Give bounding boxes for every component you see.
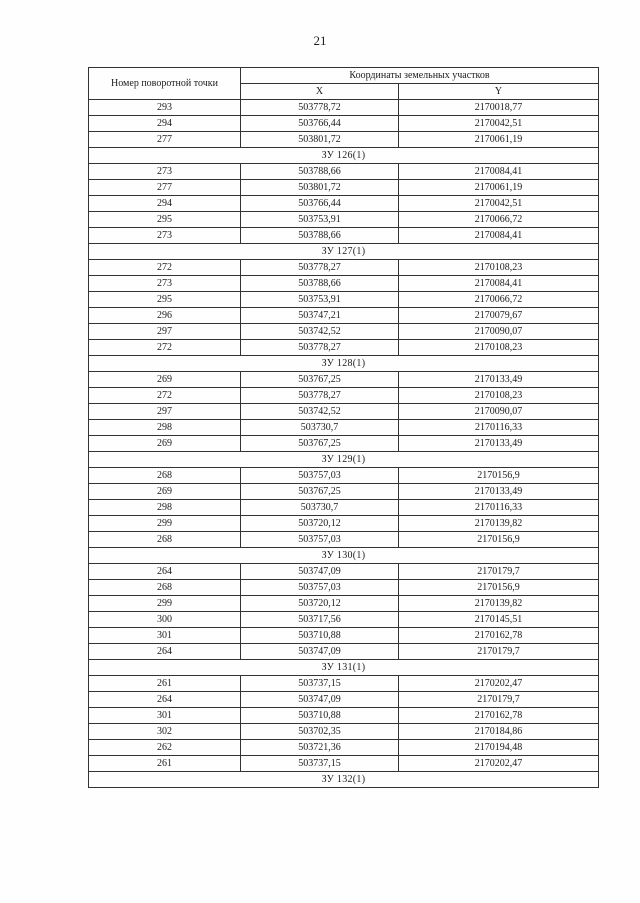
section-label: ЗУ 130(1) [89, 548, 599, 564]
x-coordinate-cell: 503721,36 [241, 740, 399, 756]
section-row [89, 244, 599, 260]
y-coordinate-cell: 2170202,47 [399, 756, 599, 772]
y-coordinate-cell: 2170194,48 [399, 740, 599, 756]
section-row [89, 452, 599, 468]
table-row [89, 308, 599, 324]
x-coordinate-cell: 503710,88 [241, 628, 399, 644]
y-coordinate-cell: 2170084,41 [399, 228, 599, 244]
x-coordinate-cell: 503778,27 [241, 388, 399, 404]
header-x: X [241, 84, 399, 100]
table-row [89, 228, 599, 244]
y-coordinate-cell: 2170061,19 [399, 180, 599, 196]
point-number-cell: 277 [89, 180, 241, 196]
table-row [89, 404, 599, 420]
y-coordinate-cell: 2170162,78 [399, 628, 599, 644]
x-coordinate-cell: 503788,66 [241, 164, 399, 180]
x-coordinate-cell: 503801,72 [241, 180, 399, 196]
point-number-cell: 268 [89, 580, 241, 596]
table-row [89, 756, 599, 772]
point-number-cell: 297 [89, 404, 241, 420]
x-coordinate-cell: 503742,52 [241, 324, 399, 340]
point-number-cell: 299 [89, 516, 241, 532]
point-number-cell: 262 [89, 740, 241, 756]
x-coordinate-cell: 503720,12 [241, 596, 399, 612]
x-coordinate-cell: 503801,72 [241, 132, 399, 148]
point-number-cell: 268 [89, 468, 241, 484]
section-row [89, 548, 599, 564]
x-coordinate-cell: 503766,44 [241, 196, 399, 212]
x-coordinate-cell: 503767,25 [241, 372, 399, 388]
point-number-cell: 261 [89, 676, 241, 692]
point-number-cell: 273 [89, 276, 241, 292]
section-label: ЗУ 132(1) [89, 772, 599, 788]
point-number-cell: 295 [89, 212, 241, 228]
y-coordinate-cell: 2170139,82 [399, 596, 599, 612]
y-coordinate-cell: 2170090,07 [399, 404, 599, 420]
point-number-cell: 269 [89, 484, 241, 500]
point-number-cell: 264 [89, 644, 241, 660]
y-coordinate-cell: 2170084,41 [399, 276, 599, 292]
x-coordinate-cell: 503747,21 [241, 308, 399, 324]
page-number: 21 [313, 33, 327, 48]
x-coordinate-cell: 503757,03 [241, 580, 399, 596]
y-coordinate-cell: 2170066,72 [399, 212, 599, 228]
y-coordinate-cell: 2170139,82 [399, 516, 599, 532]
section-row [89, 148, 599, 164]
table-row [89, 196, 599, 212]
y-coordinate-cell: 2170066,72 [399, 292, 599, 308]
section-label: ЗУ 126(1) [89, 148, 599, 164]
point-number-cell: 293 [89, 100, 241, 116]
y-coordinate-cell: 2170116,33 [399, 420, 599, 436]
y-coordinate-cell: 2170156,9 [399, 532, 599, 548]
table-row [89, 676, 599, 692]
point-number-cell: 298 [89, 420, 241, 436]
point-number-cell: 301 [89, 628, 241, 644]
table-row [89, 596, 599, 612]
section-row [89, 660, 599, 676]
point-number-cell: 277 [89, 132, 241, 148]
point-number-cell: 269 [89, 372, 241, 388]
y-coordinate-cell: 2170061,19 [399, 132, 599, 148]
y-coordinate-cell: 2170156,9 [399, 468, 599, 484]
x-coordinate-cell: 503710,88 [241, 708, 399, 724]
point-number-cell: 272 [89, 340, 241, 356]
table-row [89, 724, 599, 740]
table-row [89, 276, 599, 292]
y-coordinate-cell: 2170133,49 [399, 372, 599, 388]
y-coordinate-cell: 2170133,49 [399, 436, 599, 452]
x-coordinate-cell: 503747,09 [241, 564, 399, 580]
table-row [89, 180, 599, 196]
y-coordinate-cell: 2170018,77 [399, 100, 599, 116]
y-coordinate-cell: 2170156,9 [399, 580, 599, 596]
point-number-cell: 296 [89, 308, 241, 324]
table-row [89, 420, 599, 436]
x-coordinate-cell: 503757,03 [241, 468, 399, 484]
point-number-cell: 301 [89, 708, 241, 724]
table-row [89, 292, 599, 308]
table-row [89, 612, 599, 628]
point-number-cell: 273 [89, 164, 241, 180]
x-coordinate-cell: 503778,72 [241, 100, 399, 116]
point-number-cell: 269 [89, 436, 241, 452]
x-coordinate-cell: 503788,66 [241, 228, 399, 244]
y-coordinate-cell: 2170184,86 [399, 724, 599, 740]
point-number-cell: 300 [89, 612, 241, 628]
y-coordinate-cell: 2170179,7 [399, 564, 599, 580]
point-number-cell: 302 [89, 724, 241, 740]
x-coordinate-cell: 503766,44 [241, 116, 399, 132]
point-number-cell: 299 [89, 596, 241, 612]
x-coordinate-cell: 503747,09 [241, 644, 399, 660]
table-row [89, 324, 599, 340]
table-row [89, 100, 599, 116]
point-number-cell: 294 [89, 196, 241, 212]
y-coordinate-cell: 2170108,23 [399, 388, 599, 404]
section-row [89, 772, 599, 788]
y-coordinate-cell: 2170108,23 [399, 340, 599, 356]
x-coordinate-cell: 503737,15 [241, 676, 399, 692]
x-coordinate-cell: 503742,52 [241, 404, 399, 420]
x-coordinate-cell: 503753,91 [241, 292, 399, 308]
point-number-cell: 264 [89, 564, 241, 580]
x-coordinate-cell: 503788,66 [241, 276, 399, 292]
y-coordinate-cell: 2170042,51 [399, 196, 599, 212]
x-coordinate-cell: 503778,27 [241, 260, 399, 276]
table-row [89, 580, 599, 596]
table-header [89, 68, 599, 100]
y-coordinate-cell: 2170079,67 [399, 308, 599, 324]
point-number-cell: 261 [89, 756, 241, 772]
table-row [89, 532, 599, 548]
table-row [89, 116, 599, 132]
point-number-cell: 298 [89, 500, 241, 516]
table-row [89, 164, 599, 180]
x-coordinate-cell: 503720,12 [241, 516, 399, 532]
table-row [89, 516, 599, 532]
header-y: Y [399, 84, 599, 100]
section-label: ЗУ 129(1) [89, 452, 599, 468]
x-coordinate-cell: 503717,56 [241, 612, 399, 628]
table-row [89, 484, 599, 500]
table-row [89, 436, 599, 452]
table-row [89, 132, 599, 148]
section-label: ЗУ 131(1) [89, 660, 599, 676]
y-coordinate-cell: 2170202,47 [399, 676, 599, 692]
y-coordinate-cell: 2170145,51 [399, 612, 599, 628]
section-label: ЗУ 128(1) [89, 356, 599, 372]
y-coordinate-cell: 2170116,33 [399, 500, 599, 516]
section-label: ЗУ 127(1) [89, 244, 599, 260]
x-coordinate-cell: 503747,09 [241, 692, 399, 708]
table-row [89, 564, 599, 580]
point-number-cell: 295 [89, 292, 241, 308]
y-coordinate-cell: 2170108,23 [399, 260, 599, 276]
table-body [89, 100, 599, 788]
y-coordinate-cell: 2170084,41 [399, 164, 599, 180]
x-coordinate-cell: 503730,7 [241, 500, 399, 516]
x-coordinate-cell: 503737,15 [241, 756, 399, 772]
point-number-cell: 268 [89, 532, 241, 548]
x-coordinate-cell: 503702,35 [241, 724, 399, 740]
y-coordinate-cell: 2170133,49 [399, 484, 599, 500]
x-coordinate-cell: 503757,03 [241, 532, 399, 548]
table-row [89, 708, 599, 724]
y-coordinate-cell: 2170162,78 [399, 708, 599, 724]
table-row [89, 468, 599, 484]
y-coordinate-cell: 2170042,51 [399, 116, 599, 132]
x-coordinate-cell: 503778,27 [241, 340, 399, 356]
table-row [89, 388, 599, 404]
table-row [89, 692, 599, 708]
point-number-cell: 273 [89, 228, 241, 244]
point-number-cell: 297 [89, 324, 241, 340]
point-number-cell: 272 [89, 260, 241, 276]
table-row [89, 372, 599, 388]
table-row [89, 260, 599, 276]
y-coordinate-cell: 2170179,7 [399, 692, 599, 708]
coordinates-table [88, 67, 599, 788]
section-row [89, 356, 599, 372]
x-coordinate-cell: 503730,7 [241, 420, 399, 436]
table-row [89, 212, 599, 228]
table-row [89, 500, 599, 516]
table-row [89, 628, 599, 644]
table-row [89, 644, 599, 660]
x-coordinate-cell: 503767,25 [241, 436, 399, 452]
y-coordinate-cell: 2170179,7 [399, 644, 599, 660]
point-number-cell: 294 [89, 116, 241, 132]
point-number-cell: 272 [89, 388, 241, 404]
point-number-cell: 264 [89, 692, 241, 708]
table-row [89, 340, 599, 356]
header-coordinates: Координаты земельных участков [241, 68, 599, 84]
x-coordinate-cell: 503753,91 [241, 212, 399, 228]
table-row [89, 740, 599, 756]
header-point-number: Номер поворотной точки [89, 68, 241, 100]
y-coordinate-cell: 2170090,07 [399, 324, 599, 340]
x-coordinate-cell: 503767,25 [241, 484, 399, 500]
